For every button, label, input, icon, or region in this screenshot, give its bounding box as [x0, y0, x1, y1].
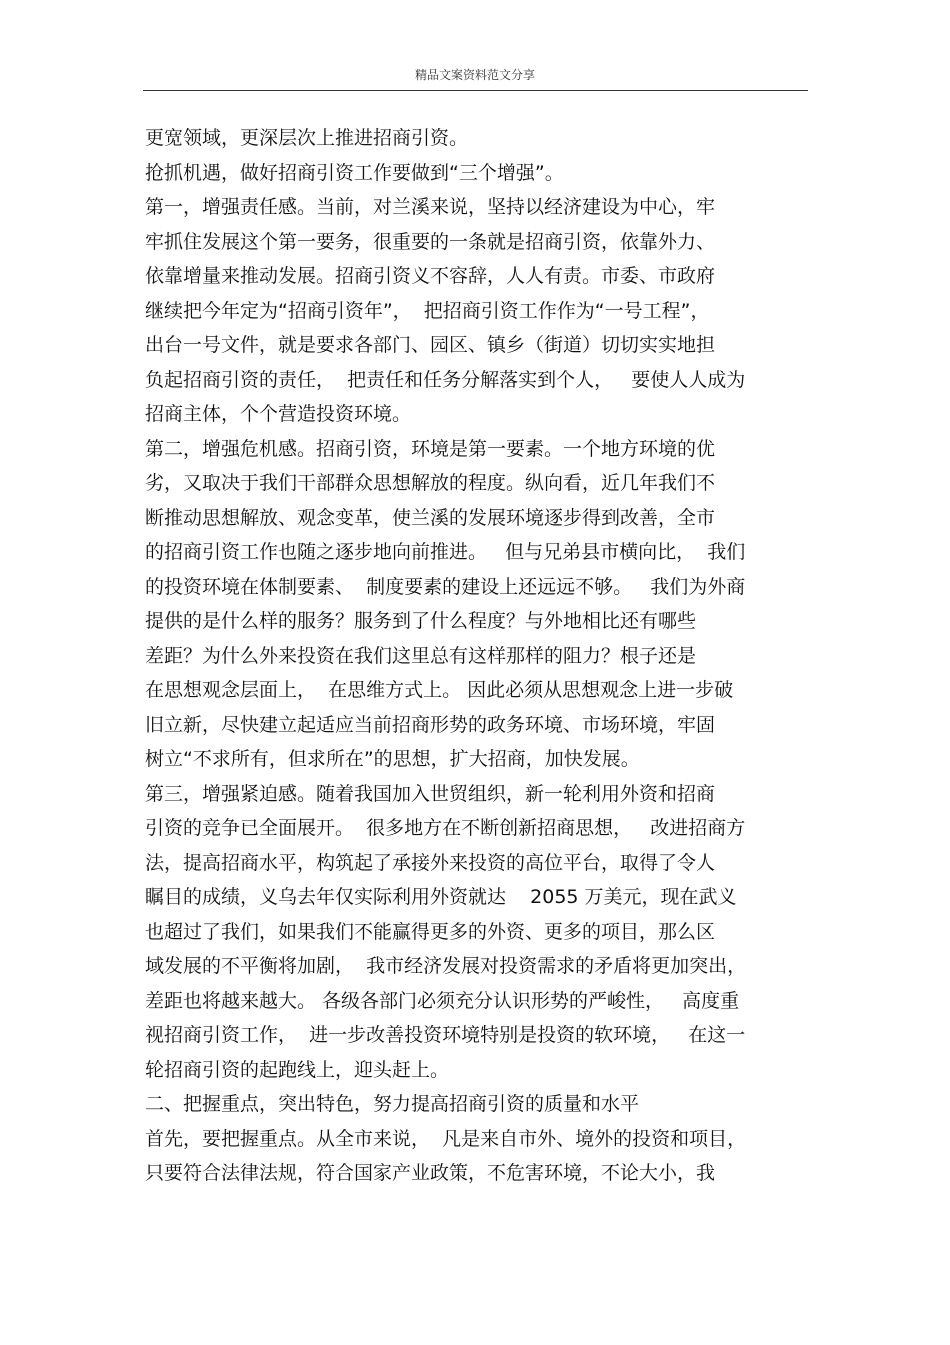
- text-line: 依靠增量来推动发展。招商引资义不容辞，人人有责。市委、市政府: [145, 265, 716, 287]
- text-line: 第一，增强责任感。当前，对兰溪来说，坚持以经济建设为中心，牢: [145, 196, 716, 218]
- text-line: 出台一号文件，就是要求各部门、园区、镇乡（街道）切切实实地担: [145, 334, 716, 356]
- text-line: 抢抓机遇，做好招商引资工作要做到“三个增强”。: [145, 161, 564, 184]
- text-line: 旧立新，尽快建立起适应当前招商形势的政务环境、市场环境，牢固: [145, 713, 716, 736]
- text-line: 在思想观念层面上， 在思维方式上。 因此必须从思想观念上进一步破: [145, 679, 734, 701]
- text-line: 引资的竞争已全面展开。 很多地方在不断创新招商思想， 改进招商方: [145, 817, 746, 839]
- text-line: 招商主体，个个营造投资环境。: [145, 403, 412, 425]
- text-line: 首先，要把握重点。从全市来说， 凡是来自市外、境外的投资和项目，: [145, 1127, 747, 1150]
- text-line: 牢抓住发展这个第一要务，很重要的一条就是招商引资，依靠外力、: [145, 230, 716, 253]
- page-header: 精品文案资料范文分享: [414, 68, 535, 82]
- text-line: 差距？为什么外来投资在我们这里总有这样那样的阻力？根子还是: [145, 644, 697, 667]
- header-rule: [143, 90, 808, 91]
- text-line: 劣，又取决于我们干部群众思想解放的程度。纵向看，近几年我们不: [145, 472, 716, 494]
- text-line: 继续把今年定为“招商引资年”， 把招商引资工作作为“一号工程”，: [145, 299, 710, 322]
- text-line: 的投资环境在体制要素、 制度要素的建设上还远远不够。 我们为外商: [145, 575, 746, 598]
- text-line: 的招商引资工作也随之逐步地向前推进。 但与兄弟县市横向比， 我们: [145, 541, 746, 563]
- text-line: 断推动思想解放、观念变革，使兰溪的发展环境逐步得到改善，全市: [145, 506, 716, 529]
- text-line: 瞩目的成绩，义乌去年仅实际利用外资就达 2055 万美元，现在武义: [145, 886, 737, 908]
- text-line: 域发展的不平衡将加剧， 我市经济发展对投资需求的矛盾将更加突出，: [145, 955, 747, 977]
- text-line: 轮招商引资的起跑线上，迎头赶上。: [145, 1058, 450, 1081]
- text-line: 第三，增强紧迫感。随着我国加入世贸组织，新一轮利用外资和招商: [145, 782, 716, 805]
- text-line: 第二，增强危机感。招商引资，环境是第一要素。一个地方环境的优: [145, 437, 716, 460]
- text-line: 更宽领域，更深层次上推进招商引资。: [145, 127, 469, 149]
- text-line: 法，提高招商水平，构筑起了承接外来投资的高位平台，取得了令人: [145, 851, 716, 874]
- text-line: 树立“不求所有，但求所在”的思想，扩大招商，加快发展。: [145, 748, 640, 770]
- text-line: 提供的是什么样的服务？服务到了什么程度？与外地相比还有哪些: [145, 610, 697, 632]
- text-line: 二、把握重点，突出特色，努力提高招商引资的质量和水平: [145, 1093, 640, 1115]
- text-line: 只要符合法律法规，符合国家产业政策，不危害环境，不论大小，我: [145, 1162, 716, 1184]
- text-line: 负起招商引资的责任， 把责任和任务分解落实到个人， 要使人人成为: [145, 368, 746, 391]
- body-text: [145, 121, 810, 1191]
- text-line: 视招商引资工作， 进一步改善投资环境特别是投资的软环境， 在这一: [145, 1024, 746, 1046]
- text-line: 也超过了我们，如果我们不能赢得更多的外资、更多的项目，那么区: [145, 920, 716, 943]
- text-line: 差距也将越来越大。 各级各部门必须充分认识形势的严峻性， 高度重: [145, 989, 740, 1012]
